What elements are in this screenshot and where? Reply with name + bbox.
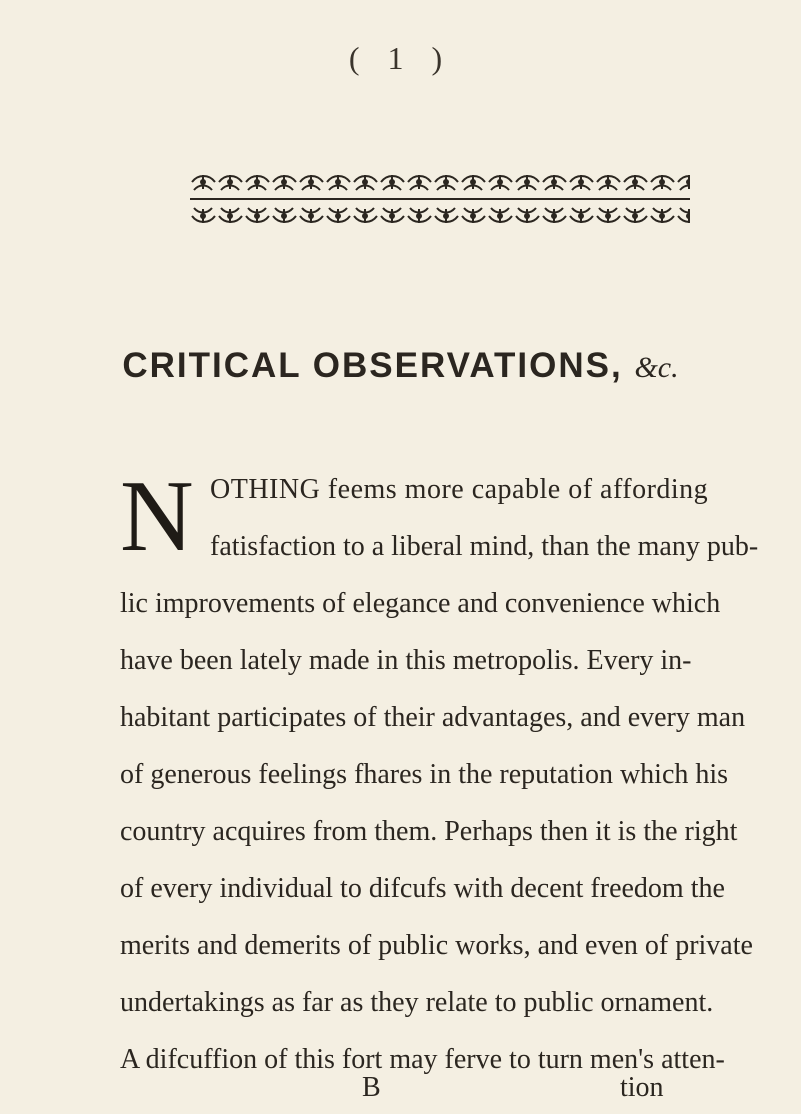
catchword: tion xyxy=(620,1072,664,1103)
drop-cap: N xyxy=(120,460,194,573)
heading-etc: &c. xyxy=(634,351,679,384)
signature-mark: B xyxy=(362,1072,381,1103)
text-line: of every individual to difcufs with decent freedom the xyxy=(120,873,725,904)
page-number: ( 1 ) xyxy=(348,40,453,76)
text-line: have been lately made in this metropolis. Every in- xyxy=(120,645,692,676)
text-line: fatisfaction to a liberal mind, than the many pub- xyxy=(210,531,759,562)
section-heading xyxy=(0,346,801,386)
text-line: OTHING feems more capable of affording xyxy=(210,474,709,505)
text-line: habitant participates of their advantages, and every man xyxy=(120,702,746,733)
text-line: merits and demerits of public works, and even of private xyxy=(120,930,753,961)
text-line: of generous feelings fhares in the reputation which his xyxy=(120,759,729,790)
heading-text: CRITICAL OBSERVATIONS, xyxy=(122,346,623,385)
text-line: lic improvements of elegance and convenience which xyxy=(120,588,721,619)
headpiece-ornament xyxy=(190,172,690,226)
text-line: undertakings as far as they relate to public ornament. xyxy=(120,987,714,1018)
text-line: country acquires from them. Perhaps then it is the right xyxy=(120,816,738,847)
text-line: A difcuffion of this fort may ferve to turn men's atten- xyxy=(120,1044,725,1075)
